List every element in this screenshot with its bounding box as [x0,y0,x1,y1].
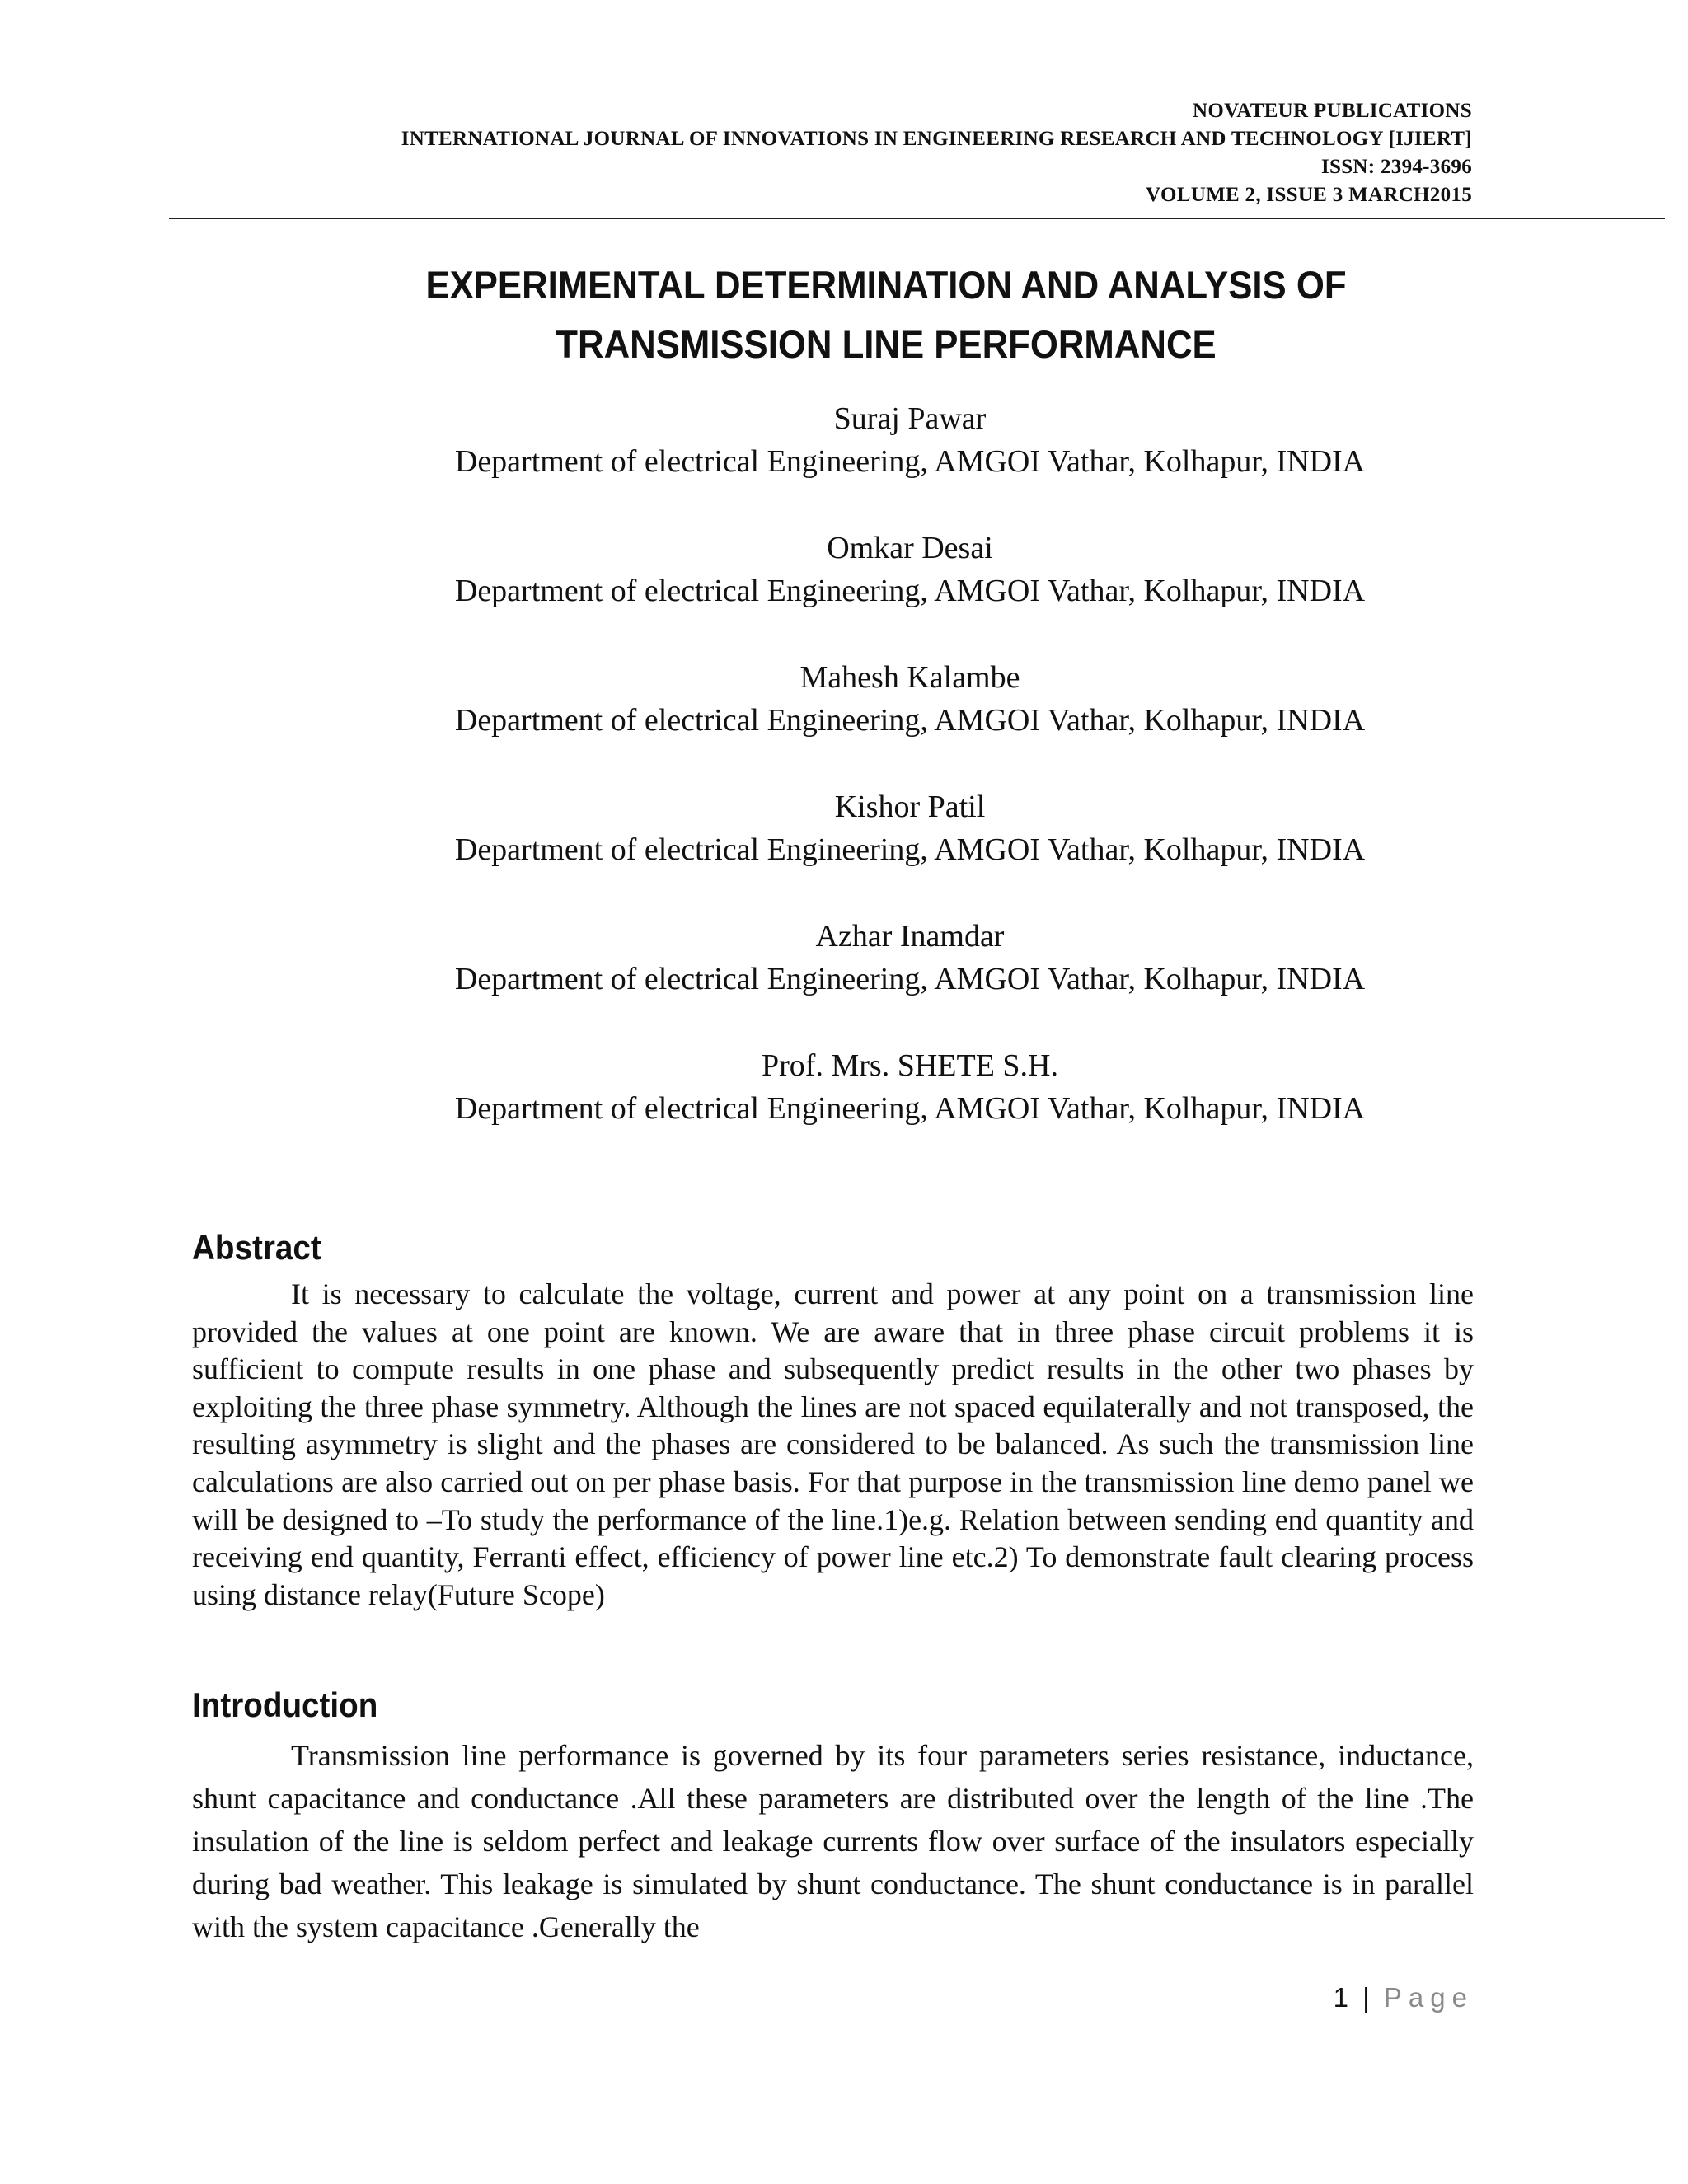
author-affiliation: Department of electrical Engineering, AMGOI Vathar, Kolhapur, INDIA [454,574,1366,608]
author-affiliation: Department of electrical Engineering, AMGOI Vathar, Kolhapur, INDIA [454,832,1366,867]
author-name: Suraj Pawar [833,401,987,436]
author-list [165,397,1655,1174]
author-name: Azhar Inamdar [815,919,1005,954]
abstract-heading-text: Abstract [192,1228,321,1267]
paper-title-line-2: TRANSMISSION LINE PERFORMANCE [556,322,1217,366]
author-affiliation: Department of electrical Engineering, AMGOI Vathar, Kolhapur, INDIA [454,962,1366,996]
journal-header [401,97,1472,209]
introduction-heading-text: Introduction [192,1685,378,1724]
author-block [165,397,1655,483]
issn: ISSN: 2394-3696 [1321,156,1472,178]
introduction-body: Transmission line performance is governed by its four parameters series resistance, inductance, shunt capacitance and conductance .All these parameters are distributed over the length of the line .The insulation of the line is seldom perfect and leakage currents flow over surface of the insulators especially during bad weather. This leakage is simulated by shunt conductance. The shunt conductance is in parallel with the system capacitance .Generally the [192,1739,1474,1943]
page-number: 1 [1333,1982,1352,2013]
paper-title [165,255,1607,374]
page-footer [1334,1982,1474,2013]
author-name: Kishor Patil [834,790,986,824]
paper-title-line-1: EXPERIMENTAL DETERMINATION AND ANALYSIS OF [425,263,1347,307]
author-block [165,656,1655,742]
author-name: Omkar Desai [827,531,993,565]
author-block [165,1044,1655,1130]
abstract-body: It is necessary to calculate the voltage, current and power at any point on a transmission line provided the values at one point are known. We are aware that in three phase circuit problems it is sufficient to compute results in one phase and subsequently predict results in the other two phases by exploiting the three phase symmetry. Although the lines are not spaced equilaterally and not transposed, the resulting asymmetry is slight and the phases are considered to be balanced. As such the transmission line calculations are also carried out on per phase basis. For that purpose in the transmission line demo panel we will be designed to –To study the performance of the line.1)e.g. Relation between sending end quantity and receiving end quantity, Ferranti effect, efficiency of power line etc.2) To demonstrate fault clearing process using distance relay(Future Scope) [192,1277,1474,1611]
author-name: Mahesh Kalambe [799,660,1020,695]
journal-name: INTERNATIONAL JOURNAL OF INNOVATIONS IN ENGINEERING RESEARCH AND TECHNOLOGY [IJIERT] [401,128,1472,150]
abstract-heading [192,1228,332,1268]
author-block [165,915,1655,1001]
publisher-name: NOVATEUR PUBLICATIONS [1192,100,1472,122]
volume-issue: VOLUME 2, ISSUE 3 MARCH2015 [1146,184,1472,206]
author-affiliation: Department of electrical Engineering, AMGOI Vathar, Kolhapur, INDIA [454,444,1366,479]
author-affiliation: Department of electrical Engineering, AMGOI Vathar, Kolhapur, INDIA [454,1091,1366,1126]
introduction-heading [192,1685,394,1725]
page-label: Page [1383,1982,1474,2013]
header-divider [169,218,1665,219]
footer-separator: | [1362,1982,1373,2013]
author-block [165,785,1655,871]
author-name: Prof. Mrs. SHETE S.H. [762,1048,1058,1083]
author-block [165,527,1655,612]
author-affiliation: Department of electrical Engineering, AMGOI Vathar, Kolhapur, INDIA [454,703,1366,738]
